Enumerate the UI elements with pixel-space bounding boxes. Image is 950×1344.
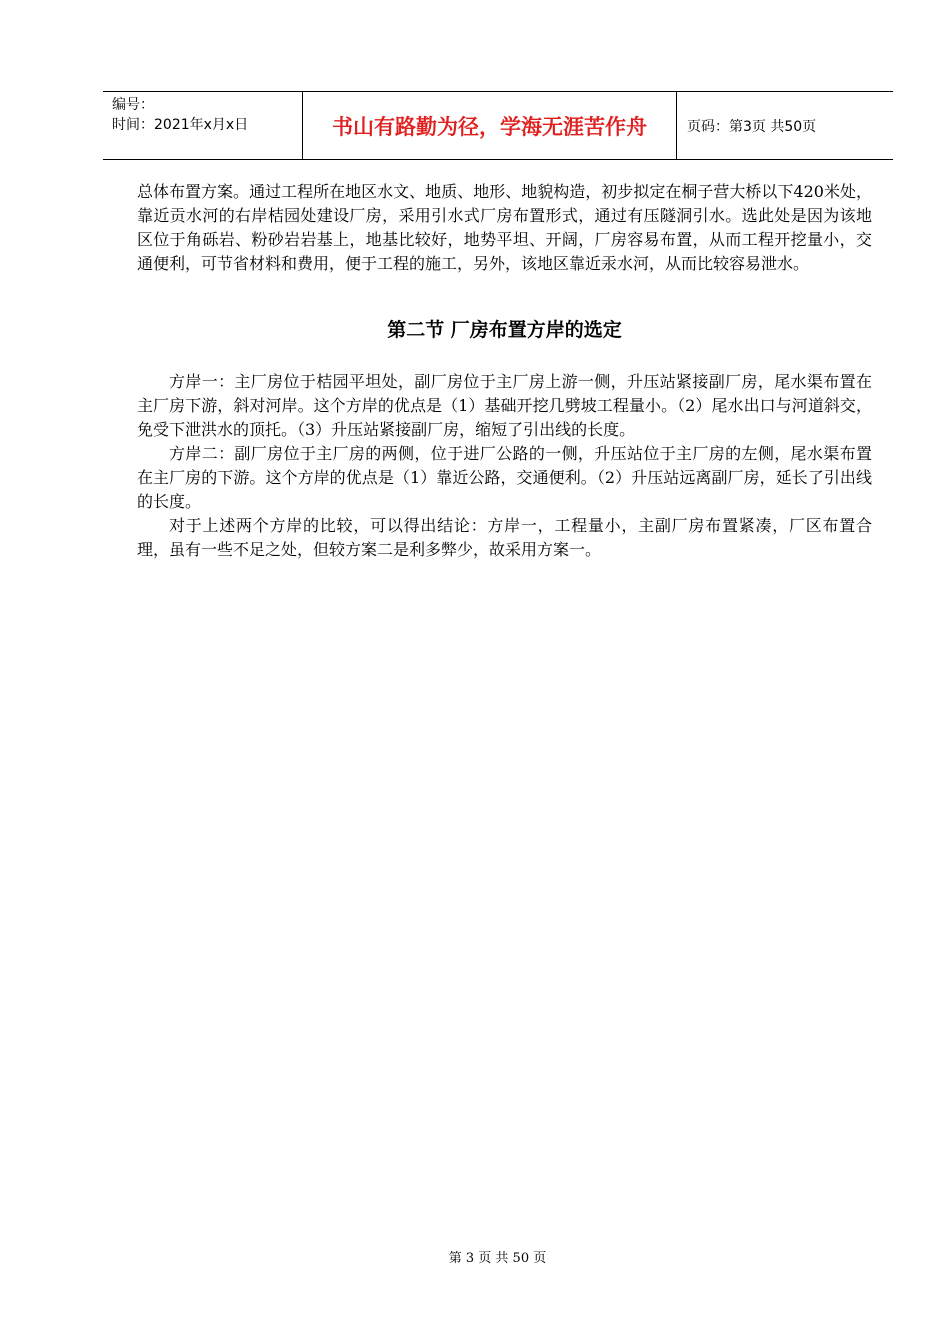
document-time-label: 时间：2021年x月x日	[112, 117, 249, 133]
plan-two-paragraph: 方岸二：副厂房位于主厂房的两侧，位于进厂公路的一侧，升压站位于主厂房的左侧，尾水渠布置在主厂房的下游。这个方岸的优点是（1）靠近公路，交通便利。（2）升压站远离副厂房，延长了引出线的长度。	[137, 444, 872, 511]
document-number-label: 编号：	[112, 97, 154, 113]
conclusion-paragraph: 对于上述两个方岸的比较，可以得出结论：方岸一，工程量小，主副厂房布置紧凑，厂区布置合理，虽有一些不足之处，但较方案二是利多弊少，故采用方案一。	[137, 516, 872, 559]
plans-section	[137, 370, 872, 562]
plan-one-paragraph: 方岸一：主厂房位于桔园平坦处，副厂房位于主厂房上游一侧，升压站紧接副厂房，尾水渠布置在主厂房下游，斜对河岸。这个方岸的优点是（1）基础开挖几劈坡工程量小。（2）尾水出口与河道斜交，免受下泄洪水的顶托。（3）升压站紧接副厂房，缩短了引出线的长度。	[137, 372, 872, 439]
section-title: 第二节 厂房布置方岸的选定	[387, 319, 622, 341]
page-footer: 第 3 页 共 50 页	[448, 1251, 547, 1266]
header-page-cell	[677, 92, 893, 159]
document-header	[103, 91, 893, 160]
document-body	[137, 180, 872, 562]
intro-paragraph: 总体布置方案。通过工程所在地区水文、地质、地形、地貌构造，初步拟定在桐子营大桥以下420米处，靠近贡水河的右岸桔园处建设厂房，采用引水式厂房布置形式，通过有压隧洞引水。选此处是因为该地区位于角砾岩、粉砂岩岩基上，地基比较好，地势平坦、开阔，厂房容易布置，从而工程开挖量小，交通便利，可节省材料和费用，便于工程的施工，另外，该地区靠近汞水河，从而比较容易泄水。	[137, 182, 872, 273]
header-meta-cell	[103, 92, 303, 159]
header-page-info: 页码：第3页 共50页	[687, 118, 817, 135]
header-motto: 书山有路勤为径，学海无涯苦作舟	[332, 114, 647, 139]
header-motto-cell	[303, 92, 677, 159]
